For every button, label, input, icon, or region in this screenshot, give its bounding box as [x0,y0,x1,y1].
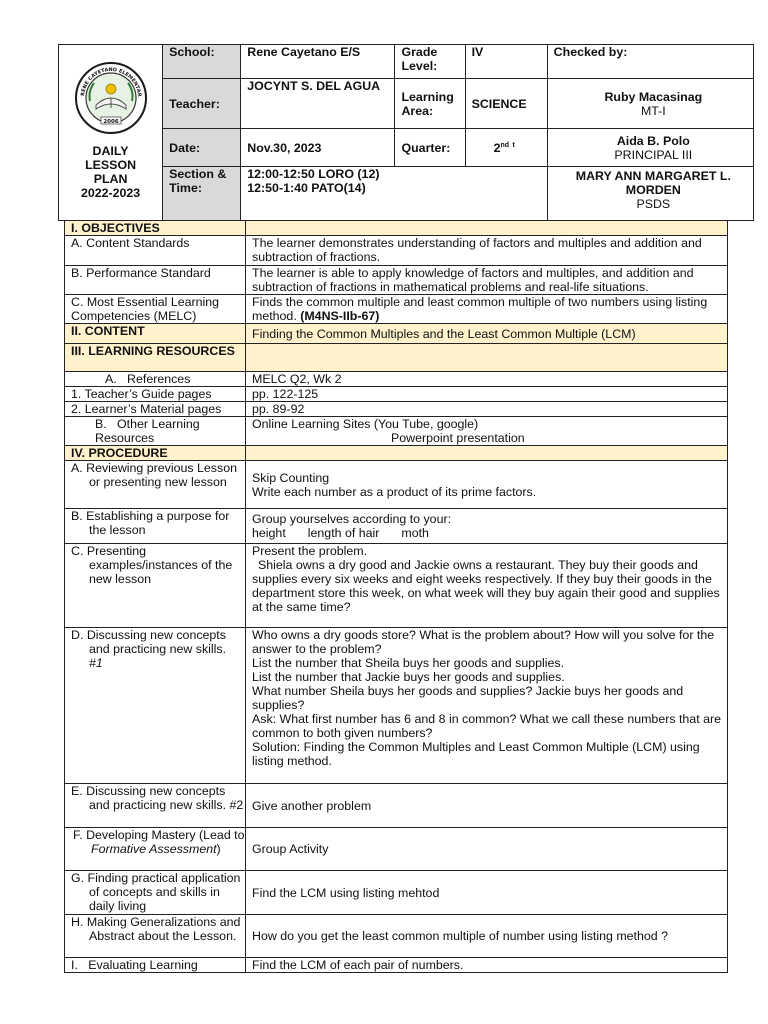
resources-heading: III. LEARNING RESOURCES [65,344,246,372]
header-table [58,44,754,221]
content-value: Finding the Common Multiples and the Least Common Multiple (LCM) [246,324,728,344]
content-standards-value: The learner demonstrates understanding of factors and multiples and addition and subtraction of fractions. [246,236,728,266]
lm-value: pp. 89-92 [246,402,728,417]
section-label: Section & Time: [163,167,241,221]
checker2 [547,129,753,167]
teacher-label: Teacher: [163,79,241,129]
date-value: Nov.30, 2023 [241,129,395,167]
proc-b-label: B. Establishing a purpose for the lesson [65,509,246,544]
proc-e-value: Give another problem [246,784,728,828]
checker3-name: MARY ANN MARGARET L. MORDEN [575,169,731,197]
proc-d-value: Who owns a dry goods store? What is the problem about? How will you solve for the answer to the problem? List the number that Sheila buys her goods and supplies. List the number that Jackie buys her goods and supplies. What number Sheila buys her goods and supplies? Jackie buys her goods and supplies? Ask: What first number has 6 and 8 in common? What we call these numbers that are common to both given numbers? Solution: Finding the Common Multiples and Least Common Multiple (LCM) using listing method. [246,628,728,784]
proc-c-label: C. Presenting examples/instances of the new lesson [65,544,246,628]
checker2-role: PRINCIPAL III [614,147,693,162]
area-value: SCIENCE [465,79,547,129]
checker2-name: Aida B. Polo [616,133,690,148]
school-logo [59,61,162,138]
proc-e-label: E. Discussing new concepts and practicing new skills. #2 [65,784,246,828]
seal-text: RENE CAYETANO ELEMENTAR [79,66,142,97]
grade-label: Grade Level: [395,45,465,79]
proc-a-value: Skip Counting Write each number as a product of its prime factors. [246,461,728,509]
area-label: Learning Area: [395,79,465,129]
proc-g-value: Find the LCM using listing mehtod [246,871,728,915]
content-standards-label: A. Content Standards [65,236,246,266]
checker1 [547,79,753,129]
references-value: MELC Q2, Wk 2 [246,372,728,387]
tg-value: pp. 122-125 [246,387,728,402]
proc-i-label: I. Evaluating Learning [65,958,246,973]
checker1-role: MT-I [640,103,666,118]
quarter-value: 2nd $^t$ [465,129,547,167]
checker3 [547,167,753,221]
tg-label: 1. Teacher’s Guide pages [65,387,246,402]
proc-f-label: F. Developing Mastery (Lead to Formative Assessment) [65,828,246,871]
logo-cell [59,45,163,221]
objectives-heading: I. OBJECTIVES [65,221,246,236]
seal-year: 2006 [102,119,119,125]
lm-label: 2. Learner’s Material pages [65,402,246,417]
performance-value: The learner is able to apply knowledge of factors and multiples, and addition and subtraction of fractions in mathematical problems and real-life situations. [246,266,728,295]
checker1-name: Ruby Macasinag [604,89,703,104]
proc-i-value: Find the LCM of each pair of numbers. [246,958,728,973]
teacher-value: JOCYNT S. DEL AGUA [241,79,395,129]
proc-f-value: Group Activity [246,828,728,871]
school-seal-icon [74,61,148,135]
proc-d-label: D. Discussing new concepts and practicing new skills. #1 [65,628,246,784]
school-label: School: [163,45,241,79]
checker3-role: PSDS [636,197,671,211]
grade-value: IV [465,45,547,79]
plan-year: 2022-2023 [80,186,141,200]
proc-g-label: G. Finding practical application of concepts and skills in daily living [65,871,246,915]
quarter-label: Quarter: [395,129,465,167]
proc-a-label: A. Reviewing previous Lesson or presenting new lesson [65,461,246,509]
other-value: Online Learning Sites (You Tube, google) Powerpoint presentation [246,417,728,446]
date-label: Date: [163,129,241,167]
melc-label: C. Most Essential Learning Competencies (MELC) [65,295,246,324]
plan-title: DAILY LESSON PLAN [85,144,137,186]
performance-label: B. Performance Standard [65,266,246,295]
proc-h-label: H. Making Generalizations and Abstract about the Lesson. [65,915,246,958]
other-label: B. Other Learning Resources [65,417,246,446]
school-value: Rene Cayetano E/S [241,45,395,79]
lesson-plan-table [64,220,728,973]
proc-c-value: Present the problem. Shiela owns a dry good and Jackie owns a restaurant. They buy their goods and supplies every six weeks and eight weeks respectively. If they buy their goods in the department store this week, on what week will they buy again their good and supplies at the same time? [246,544,728,628]
melc-value: Finds the common multiple and least common multiple of two numbers using listing method. (M4NS-IIb-67) [246,295,728,324]
references-label: A. References [65,372,246,387]
proc-h-value: How do you get the least common multiple of number using listing method ? [246,915,728,958]
procedure-heading: IV. PROCEDURE [65,446,246,461]
proc-b-value: Group yourselves according to your: height length of hair moth [246,509,728,544]
section-value: 12:00-12:50 LORO (12) 12:50-1:40 PATO(14) [241,167,547,221]
content-heading: II. CONTENT [65,324,246,344]
checked-label: Checked by: [547,45,753,79]
